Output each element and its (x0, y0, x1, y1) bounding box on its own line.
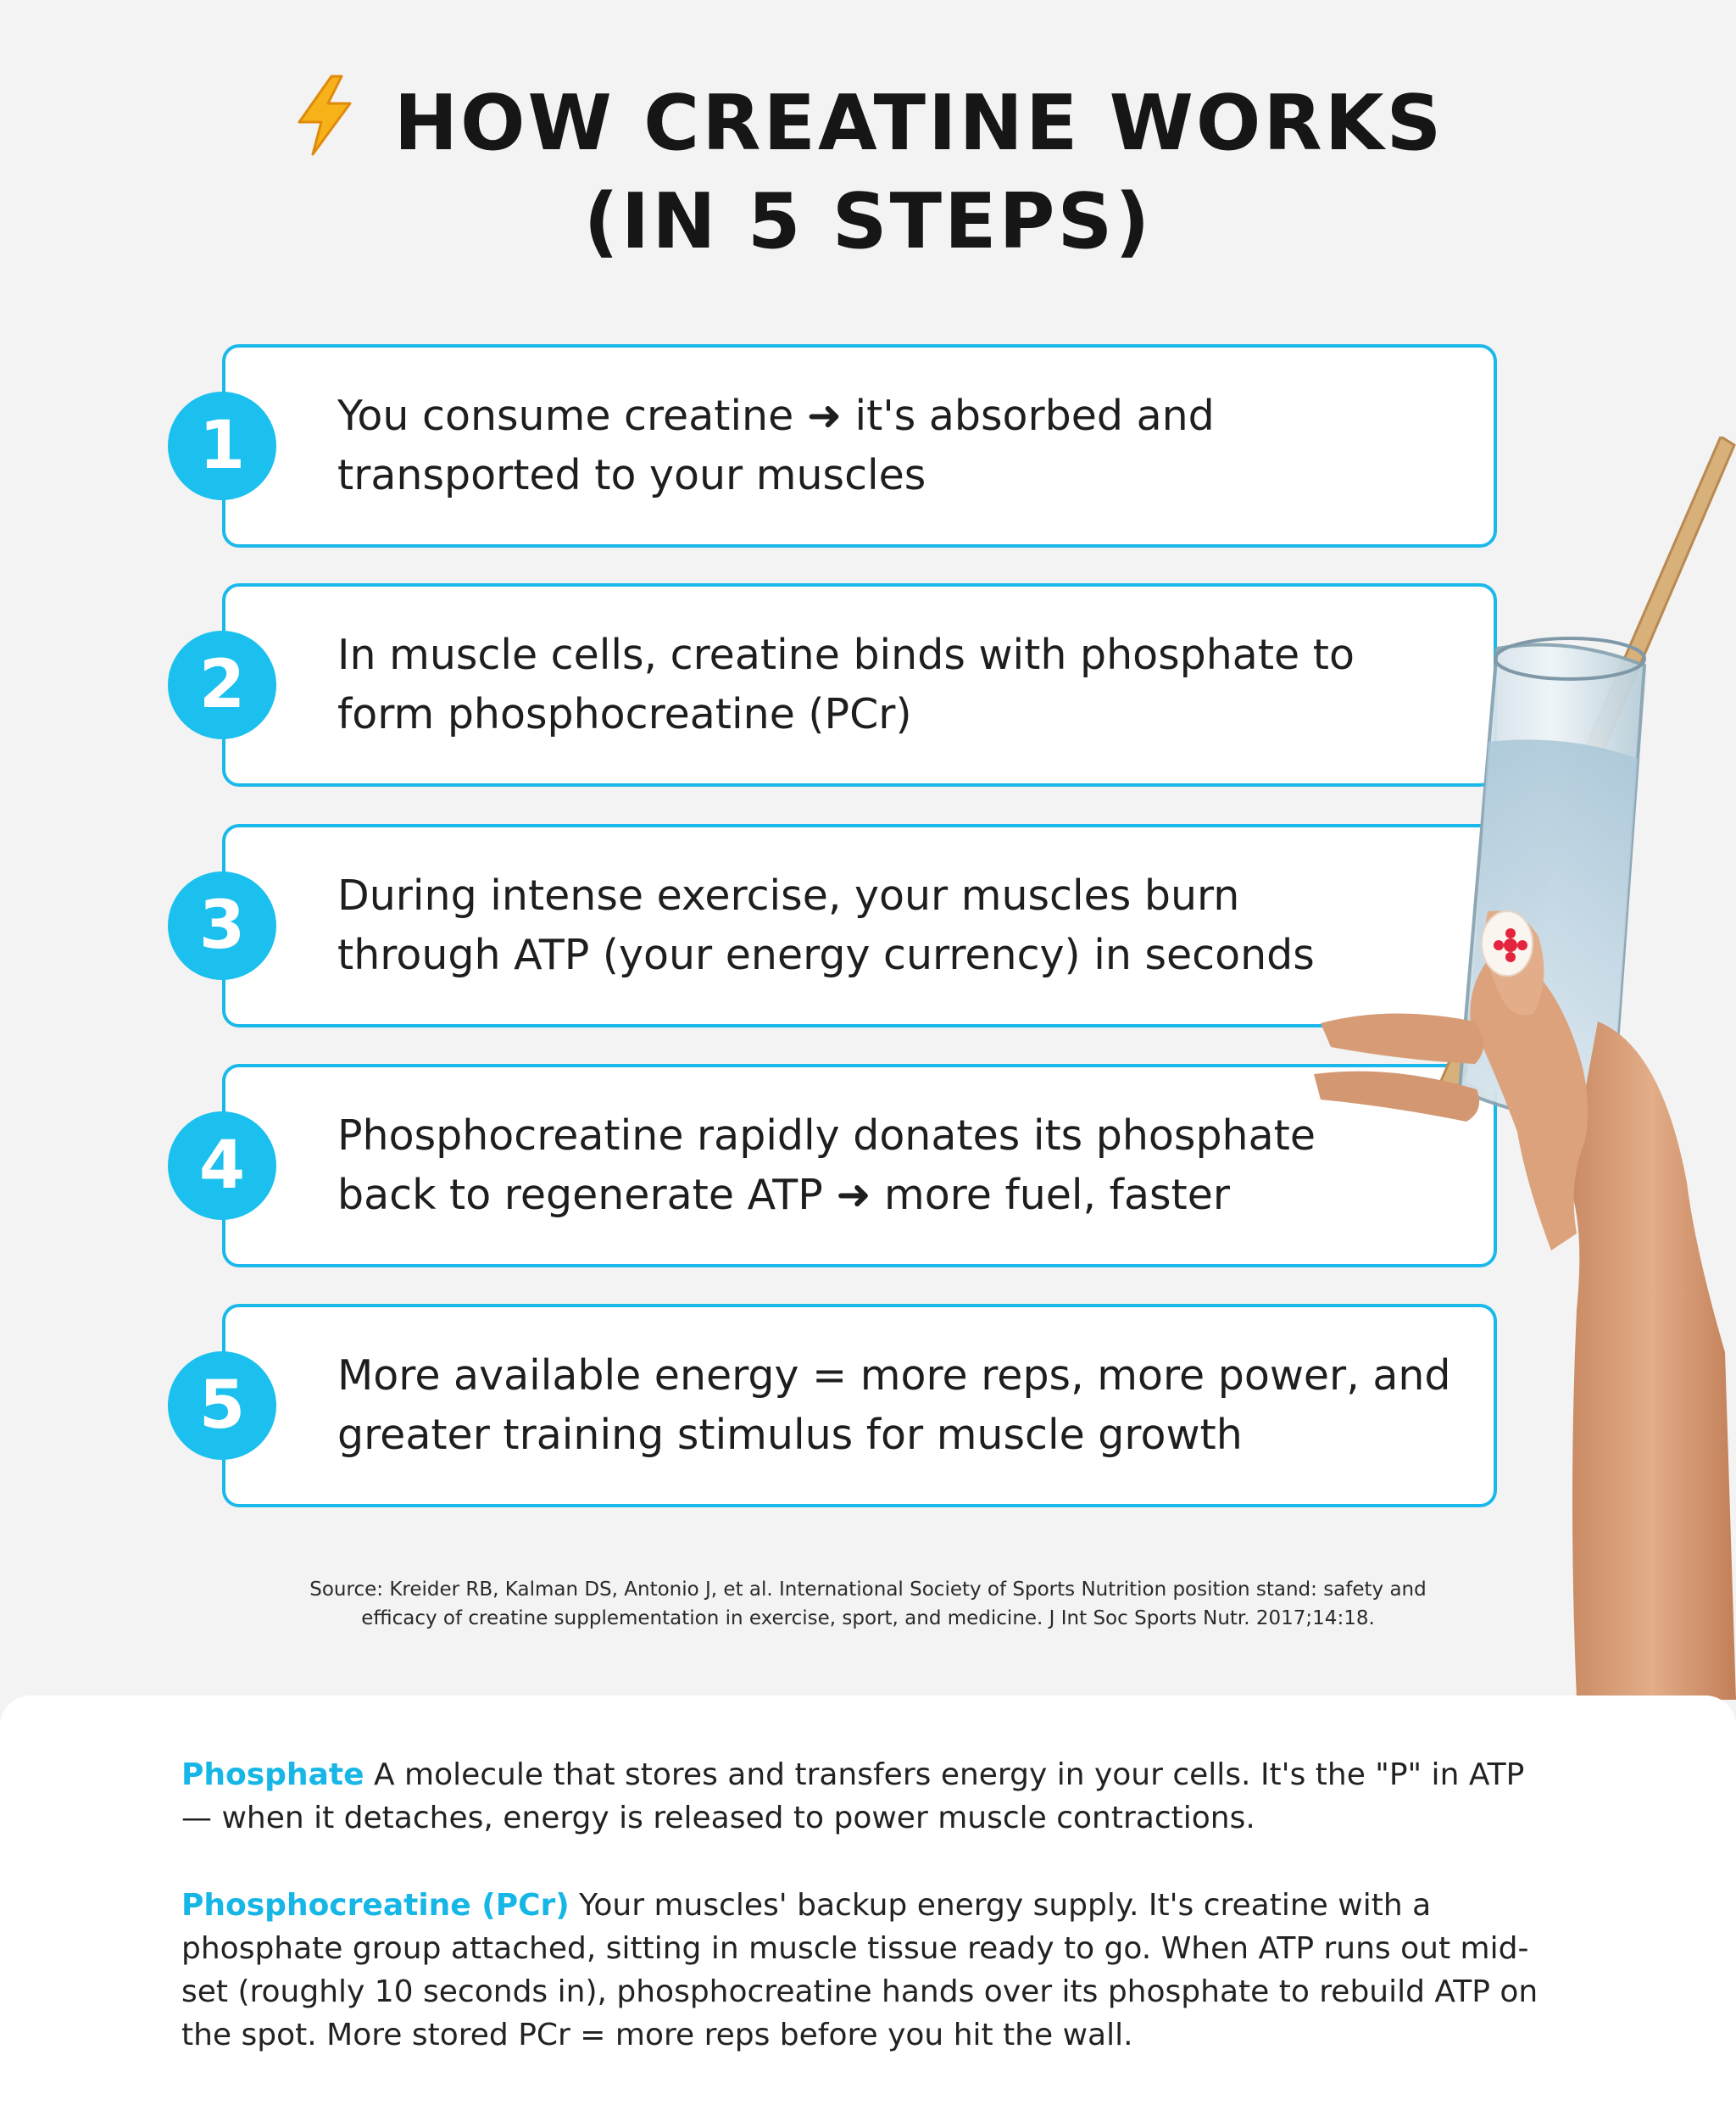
step-number-badge: 1 (168, 392, 276, 500)
step-number-badge: 2 (168, 631, 276, 739)
step-text: More available energy = more reps, more power, and greater training stimulus for muscle growth (337, 1351, 1451, 1459)
step-text: In muscle cells, creatine binds with phosphate to form phosphocreatine (PCr) (337, 631, 1355, 738)
page-title (0, 75, 1736, 271)
glossary-item-phosphate (181, 1753, 1555, 1840)
lightning-bolt-icon (292, 75, 357, 156)
title-line-1: HOW CREATINE WORKS (393, 79, 1444, 168)
glossary-item-phosphocreatine (181, 1884, 1555, 2057)
glossary-panel (0, 1696, 1736, 2116)
step-number-badge: 5 (168, 1351, 276, 1460)
glossary-definition: A molecule that stores and transfers energy in your cells. It's the "P" in ATP — when it detaches, energy is released to power muscle contractions. (181, 1757, 1525, 1835)
step-number-badge: 4 (168, 1111, 276, 1220)
glossary-definition: Your muscles' backup energy supply. It's creatine with a phosphate group attached, sitting in muscle tissue ready to go. When ATP runs out mid-set (roughly 10 seconds in), phosphocreatine hands over its phosphate to rebuild ATP on the spot. More stored PCr = more reps before you hit the wall. (181, 1888, 1538, 2052)
glossary-term: Phosphocreatine (PCr) (181, 1888, 570, 1923)
title-line-2: (IN 5 STEPS) (583, 177, 1153, 266)
hand-holding-glass-image (1297, 437, 1736, 1700)
step-text: You consume creatine ➜ it's absorbed and transported to your muscles (337, 392, 1215, 499)
step-number-badge: 3 (168, 871, 276, 980)
step-text: During intense exercise, your muscles burn through ATP (your energy currency) in seconds (337, 871, 1315, 979)
glossary-term: Phosphate (181, 1757, 364, 1792)
source-citation: Source: Kreider RB, Kalman DS, Antonio J, et al. International Society of Sports Nutrition position stand: safety and efficacy of creatine supplementation in exercise, sport, and medicine. J Int Soc Sports Nutr. 2017;14:18. (309, 1579, 1427, 1629)
step-text: Phosphocreatine rapidly donates its phosphate back to regenerate ATP ➜ more fuel, faster (337, 1111, 1316, 1219)
